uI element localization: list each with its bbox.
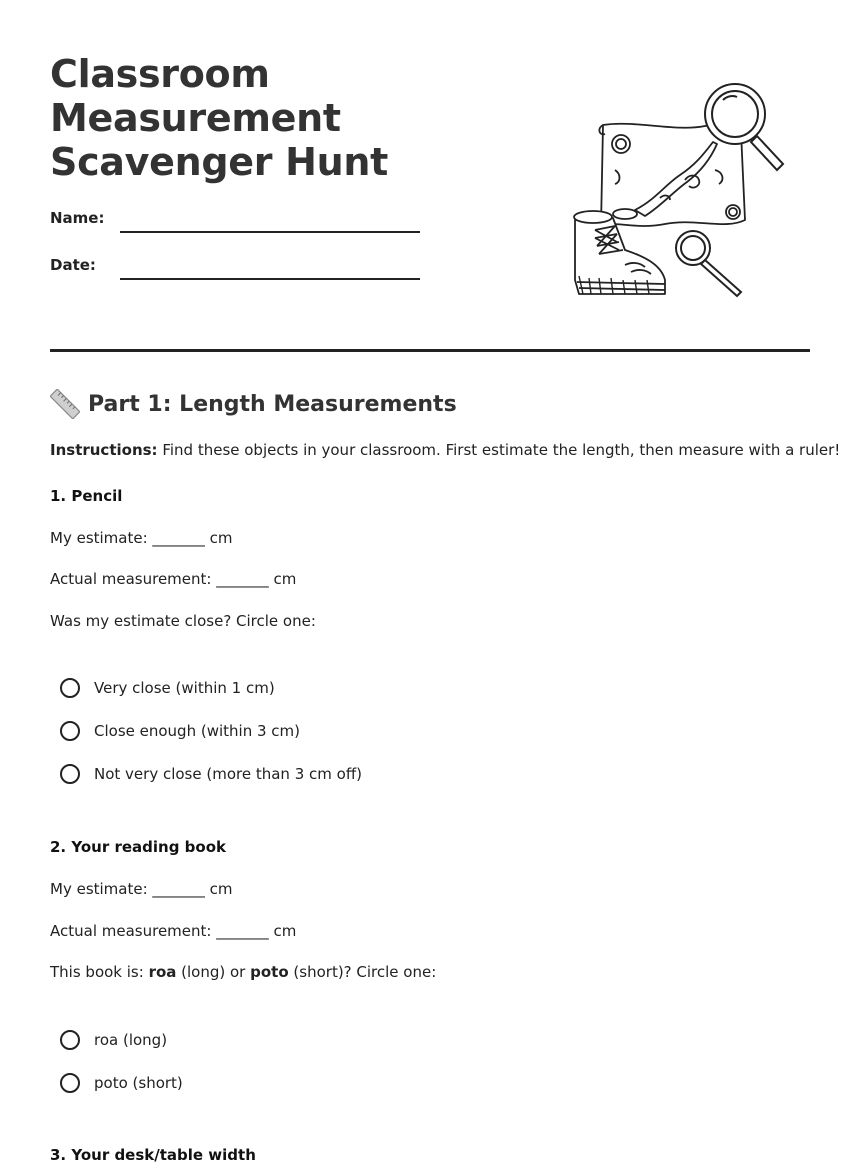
instructions-label: Instructions: [50, 441, 158, 459]
question-1-actual: Actual measurement: _______ cm [50, 570, 297, 588]
date-label: Date: [50, 256, 96, 274]
question-2-title: 2. Your reading book [50, 838, 226, 856]
radio-circle[interactable] [60, 1073, 80, 1093]
option-label: roa (long) [94, 1031, 168, 1049]
small-magnifying-glass-icon [676, 231, 741, 296]
prompt-text: (short)? Circle one: [288, 963, 437, 981]
page-title [50, 52, 450, 184]
question-2-estimate: My estimate: _______ cm [50, 880, 233, 898]
date-field[interactable] [120, 278, 420, 280]
name-label: Name: [50, 209, 105, 227]
scavenger-hunt-illustration [565, 80, 795, 305]
option-label: Very close (within 1 cm) [94, 679, 275, 697]
question-3-title: 3. Your desk/table width [50, 1146, 256, 1164]
section-header-part1 [50, 388, 457, 420]
question-2-prompt [50, 963, 436, 981]
option-label: Not very close (more than 3 cm off) [94, 765, 363, 783]
question-2-option-1[interactable] [60, 1030, 167, 1050]
radio-circle[interactable] [60, 764, 80, 784]
prompt-text: (long) or [176, 963, 251, 981]
section-title: Part 1: Length Measurements [88, 391, 457, 417]
option-label: poto (short) [94, 1074, 183, 1092]
prompt-text: This book is: [50, 963, 149, 981]
section-divider [50, 349, 810, 352]
prompt-word-short: poto [250, 963, 289, 981]
title-line-1: Classroom [50, 52, 270, 96]
question-1-option-1[interactable] [60, 678, 275, 698]
name-field[interactable] [120, 231, 420, 233]
question-1-option-2[interactable] [60, 721, 300, 741]
question-2-actual: Actual measurement: _______ cm [50, 922, 297, 940]
ruler-icon [50, 389, 80, 419]
title-line-3: Scavenger Hunt [50, 140, 388, 184]
radio-circle[interactable] [60, 1030, 80, 1050]
question-1-estimate: My estimate: _______ cm [50, 529, 233, 547]
instructions [50, 441, 840, 459]
radio-circle[interactable] [60, 721, 80, 741]
question-1-title: 1. Pencil [50, 487, 123, 505]
instructions-text: Find these objects in your classroom. First estimate the length, then measure with a ruler! [157, 441, 841, 459]
question-1-prompt: Was my estimate close? Circle one: [50, 612, 316, 630]
option-label: Close enough (within 3 cm) [94, 722, 300, 740]
radio-circle[interactable] [60, 678, 80, 698]
question-2-option-2[interactable] [60, 1073, 183, 1093]
prompt-word-long: roa [148, 963, 177, 981]
title-line-2: Measurement [50, 96, 341, 140]
question-1-option-3[interactable] [60, 764, 362, 784]
